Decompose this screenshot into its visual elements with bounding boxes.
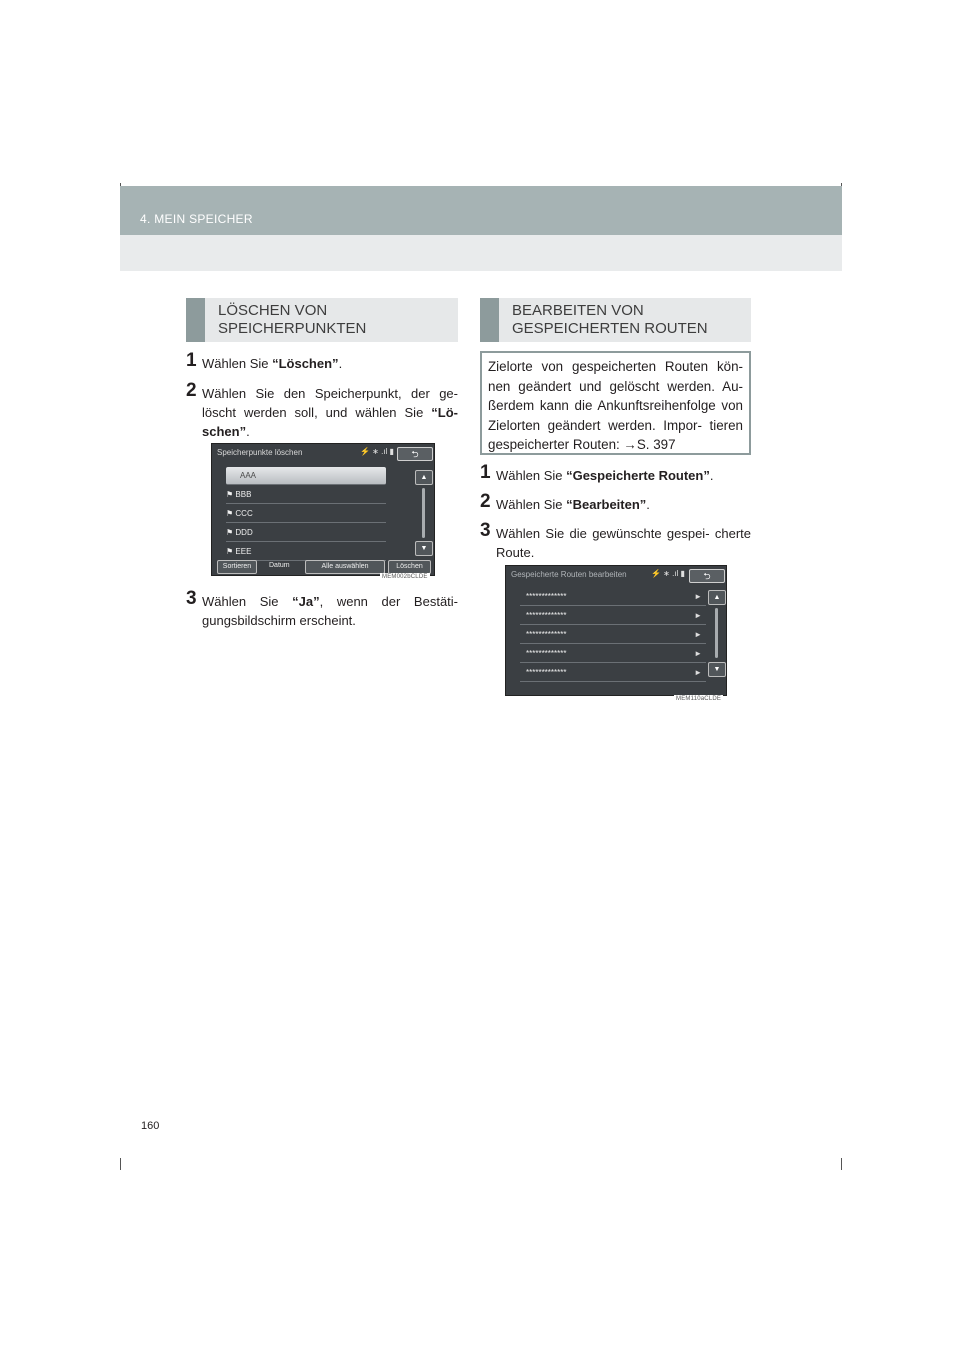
scroll-up-button[interactable]: ▲ xyxy=(415,470,433,485)
page-number: 160 xyxy=(141,1120,160,1132)
list-item[interactable]: ⚑ EEE xyxy=(226,543,386,561)
section-bar xyxy=(480,298,499,342)
section-title-line-2: GESPEICHERTEN ROUTEN xyxy=(512,320,708,337)
section-title-edit-routes xyxy=(480,298,751,342)
step-3 xyxy=(480,520,751,562)
status-icons: ⚡ ∗ .ıl ▮ xyxy=(360,447,394,456)
route-arrow-icon: ► xyxy=(694,592,702,601)
crop-mark xyxy=(120,1158,121,1170)
sort-value: Datum xyxy=(269,562,290,569)
scrollbar[interactable] xyxy=(422,488,425,538)
step-text: Wählen Sie “Bearbeiten”. xyxy=(496,497,650,512)
list-item[interactable]: ⚑ DDD xyxy=(226,524,386,542)
step-1 xyxy=(186,350,458,373)
list-item[interactable]: ⚑ CCC xyxy=(226,505,386,523)
flag-icon: ⚑ xyxy=(226,509,236,518)
screen-title: Gespeicherte Routen bearbeiten xyxy=(511,570,627,579)
image-code: MEM110aCLDE xyxy=(676,696,722,702)
route-arrow-icon: ► xyxy=(694,630,702,639)
route-arrow-icon: ► xyxy=(694,611,702,620)
chapter-title: 4. MEIN SPEICHER xyxy=(140,212,253,226)
step-number: 3 xyxy=(480,520,491,541)
step-text: Wählen Sie den Speicherpunkt, der ge- löscht werden soll, und wählen Sie “Lö- schen”. xyxy=(202,386,458,439)
select-all-button[interactable]: Alle auswählen xyxy=(305,560,385,574)
scroll-down-button[interactable]: ▼ xyxy=(415,541,433,556)
header-sub-band xyxy=(120,235,842,271)
screen-title: Speicherpunkte löschen xyxy=(217,448,303,457)
list-item[interactable]: AAA xyxy=(226,467,386,485)
list-item[interactable]: ************* ► xyxy=(520,645,706,663)
crop-mark xyxy=(841,1158,842,1170)
step-number: 3 xyxy=(186,588,197,609)
step-number: 1 xyxy=(480,462,491,483)
section-title-text xyxy=(512,302,708,338)
step-text: Wählen Sie “Ja”, wenn der Bestäti- gungsbildschirm erscheint. xyxy=(202,594,459,628)
section-title-line-1: LÖSCHEN VON xyxy=(218,302,328,319)
step-3 xyxy=(186,588,459,630)
image-code: MEM002bCLDE xyxy=(382,574,428,580)
flag-icon: ⚑ xyxy=(226,547,236,556)
list-item[interactable]: ************* ► xyxy=(520,664,706,682)
step-text: Wählen Sie “Löschen”. xyxy=(202,356,343,371)
screenshot-edit-saved-routes xyxy=(505,565,727,696)
sort-button[interactable]: Sortieren xyxy=(217,560,257,574)
scrollbar[interactable] xyxy=(715,608,718,658)
step-text: Wählen Sie “Gespeicherte Routen”. xyxy=(496,468,714,483)
section-title-line-1: BEARBEITEN VON xyxy=(512,302,644,319)
chapter-header-band xyxy=(120,186,842,235)
list-item[interactable]: ************* ► xyxy=(520,588,706,606)
step-1 xyxy=(480,462,751,485)
list-item[interactable]: ⚑ BBB xyxy=(226,486,386,504)
status-icons: ⚡ ∗ .ıl ▮ xyxy=(651,569,685,578)
back-button[interactable]: ⮌ xyxy=(689,569,725,583)
list-item[interactable]: ************* ► xyxy=(520,626,706,644)
step-2 xyxy=(186,380,458,441)
list-item[interactable]: ************* ► xyxy=(520,607,706,625)
screenshot-delete-memory-points xyxy=(211,443,435,576)
flag-icon: ⚑ xyxy=(226,490,236,499)
delete-button[interactable]: Löschen xyxy=(388,560,431,574)
scroll-down-button[interactable]: ▼ xyxy=(708,662,726,677)
info-box: Zielorte von gespeicherten Routen kön- nen geändert und gelöscht werden. Au- ßerdem kann die Ankunftsreihenfolge von Zielorten geändert werden. Impor- tieren gespeicherter Routen: →S. 397 xyxy=(480,351,751,455)
back-button[interactable]: ⮌ xyxy=(397,447,433,461)
section-title-line-2: SPEICHERPUNKTEN xyxy=(218,320,367,337)
flag-icon: ⚑ xyxy=(226,528,236,537)
step-number: 2 xyxy=(480,491,491,512)
section-title-text xyxy=(218,302,366,338)
section-bar xyxy=(186,298,205,342)
route-arrow-icon: ► xyxy=(694,668,702,677)
step-2 xyxy=(480,491,751,514)
step-text: Wählen Sie die gewünschte gespei- cherte Route. xyxy=(496,526,751,560)
scroll-up-button[interactable]: ▲ xyxy=(708,590,726,605)
section-title-delete-points xyxy=(186,298,458,342)
step-number: 2 xyxy=(186,380,197,401)
step-number: 1 xyxy=(186,350,197,371)
route-arrow-icon: ► xyxy=(694,649,702,658)
